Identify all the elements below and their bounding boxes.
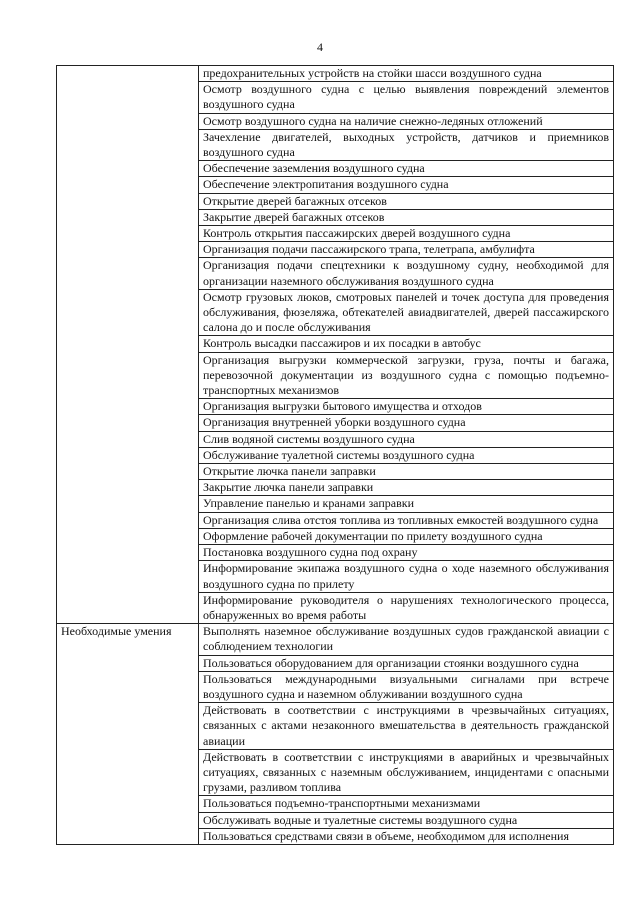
table-cell-item: Организация выгрузки коммерческой загрузки, груза, почты и багажа, перевозочной документации из воздушного судна с помощью подъемно-транспортных механизмов	[199, 352, 614, 399]
table-cell-item: Организация выгрузки бытового имущества и отходов	[199, 399, 614, 415]
table-cell-item: Закрытие лючка панели заправки	[199, 480, 614, 496]
table-cell-item: Постановка воздушного судна под охрану	[199, 545, 614, 561]
table-cell-item: Пользоваться оборудованием для организации стоянки воздушного судна	[199, 655, 614, 671]
table-cell-item: Обеспечение электропитания воздушного судна	[199, 177, 614, 193]
table-cell-item: предохранительных устройств на стойки шасси воздушного судна	[199, 66, 614, 82]
table-cell-item: Осмотр воздушного судна с целью выявления повреждений элементов воздушного судна	[199, 82, 614, 113]
table-cell-item: Открытие дверей багажных отсеков	[199, 193, 614, 209]
table-cell-item: Пользоваться средствами связи в объеме, необходимом для исполнения	[199, 828, 614, 844]
competency-table-body	[57, 66, 614, 845]
table-cell-item: Организация подачи спецтехники к воздушному судну, необходимой для организации наземного обслуживания воздушного судна	[199, 258, 614, 289]
table-cell-item: Обслуживание туалетной системы воздушного судна	[199, 447, 614, 463]
table-cell-item: Осмотр воздушного судна на наличие снежно-ледяных отложений	[199, 113, 614, 129]
table-cell-item: Контроль высадки пассажиров и их посадки в автобус	[199, 336, 614, 352]
table-cell-item: Обеспечение заземления воздушного судна	[199, 161, 614, 177]
table-cell-item: Закрытие дверей багажных отсеков	[199, 209, 614, 225]
table-cell-item: Слив водяной системы воздушного судна	[199, 431, 614, 447]
table-cell-item: Действовать в соответствии с инструкциями в чрезвычайных ситуациях, связанных с актами незаконного вмешательства в деятельность гражданской авиации	[199, 703, 614, 750]
table-cell-item: Организация слива отстоя топлива из топливных емкостей воздушного судна	[199, 512, 614, 528]
table-cell-item: Открытие лючка панели заправки	[199, 464, 614, 480]
table-cell-item: Выполнять наземное обслуживание воздушных судов гражданской авиации с соблюдением технологии	[199, 624, 614, 655]
table-cell-item: Организация подачи пассажирского трапа, телетрапа, амбулифта	[199, 242, 614, 258]
table-cell-item: Организация внутренней уборки воздушного судна	[199, 415, 614, 431]
section-label: Необходимые умения	[57, 624, 199, 845]
table-cell-item: Осмотр грузовых люков, смотровых панелей и точек доступа для проведения обслуживания, фюзеляжа, обтекателей авиадвигателей, дверей пассажирского салона до и после обслуживания	[199, 289, 614, 336]
table-cell-item: Зачехление двигателей, выходных устройств, датчиков и приемников воздушного судна	[199, 129, 614, 160]
section-label	[57, 66, 199, 624]
table-cell-item: Управление панелью и кранами заправки	[199, 496, 614, 512]
table-cell-item: Действовать в соответствии с инструкциями в аварийных и чрезвычайных ситуациях, связанных с наземным обслуживанием, инцидентами с опасными грузами, разливом топлива	[199, 749, 614, 796]
table-cell-item: Обслуживать водные и туалетные системы воздушного судна	[199, 812, 614, 828]
table-cell-item: Оформление рабочей документации по прилету воздушного судна	[199, 528, 614, 544]
table-cell-item: Информирование руководителя о нарушениях технологического процесса, обнаруженных во время работы	[199, 592, 614, 623]
table-cell-item: Информирование экипажа воздушного судна о ходе наземного обслуживания воздушного судна по прилету	[199, 561, 614, 592]
table-row	[57, 66, 614, 82]
table-row	[57, 624, 614, 655]
page-number: 4	[317, 40, 323, 54]
table-cell-item: Контроль открытия пассажирских дверей воздушного судна	[199, 226, 614, 242]
competency-table	[56, 65, 614, 845]
table-cell-item: Пользоваться международными визуальными сигналами при встрече воздушного судна и наземном облуживании воздушного судна	[199, 671, 614, 702]
table-cell-item: Пользоваться подъемно-транспортными механизмами	[199, 796, 614, 812]
